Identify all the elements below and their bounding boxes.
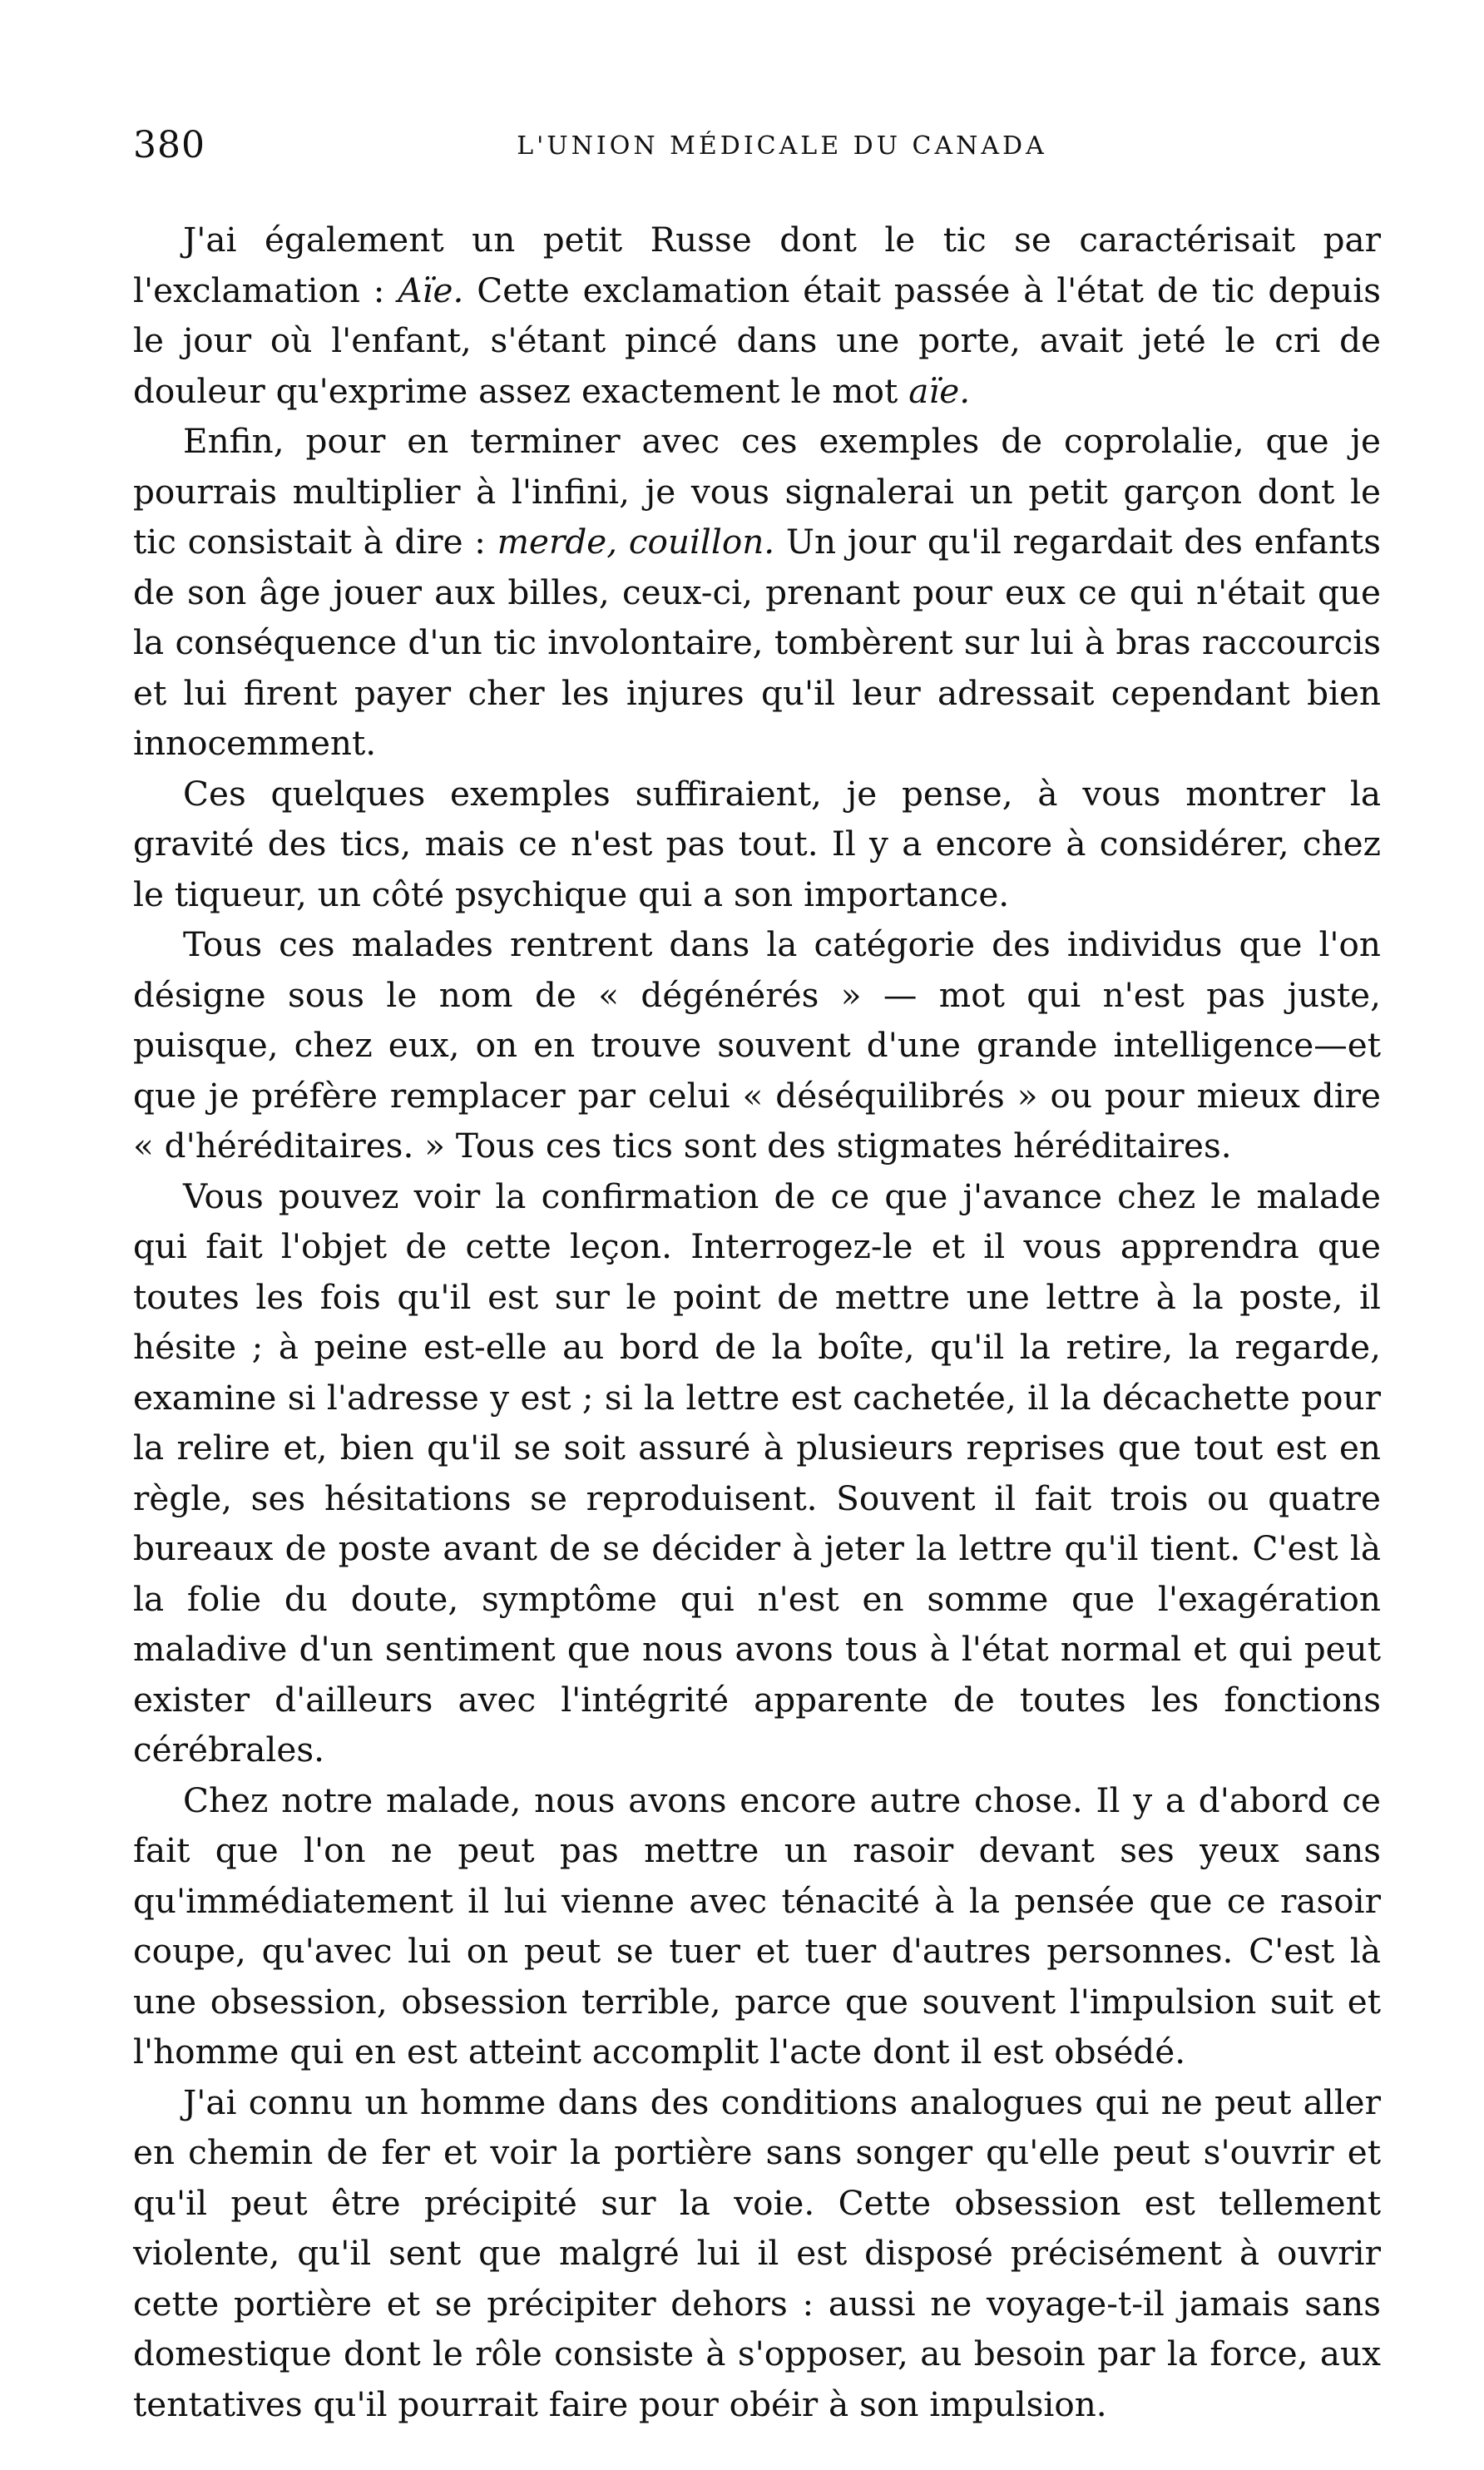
- paragraph-gravity-of-tics: Ces quelques exemples suffiraient, je pense, à vous montrer la gravité des tics, mais ce n'est pas tout. Il y a encore à considérer, chez le tiqueur, un côté psychique qui a son importance.: [133, 773, 1381, 914]
- italic-word: aïe.: [908, 370, 971, 411]
- paragraph-text: Un jour qu'il regardait des enfants de son âge jouer aux billes, ceux-ci, prenant pour eux ce qui n'était que la conséquence d'un tic involontaire, tombèrent sur lui à bras raccourcis et lui firent payer cher les injures qu'il leur adressait cependant bien innocemment.: [133, 522, 1381, 763]
- running-head: [133, 116, 1381, 183]
- paragraph-text: J'ai également un petit Russe dont le tic se caractérisait par l'exclamation :: [133, 220, 1381, 310]
- paragraph-russian-boy: [133, 215, 1381, 416]
- paragraph-text: Enfin, pour en terminer avec ces exemples de coprolalie, que je pourrais multiplier à l'infini, je vous signalerai un petit garçon dont le tic consistait à dire :: [133, 421, 1381, 562]
- paragraph-degeneres: Tous ces malades rentrent dans la catégorie des individus que l'on désigne sous le nom de « dégénérés » — mot qui n'est pas juste, puisque, chez eux, on en trouve souvent d'une grande intelligence—et que je préfère remplacer par celui « déséquilibrés » ou pour mieux dire « d'héréditaires. » Tous ces tics sont des stigmates héréditaires.: [133, 924, 1381, 1166]
- book-page: [133, 116, 1381, 2429]
- paragraph-folie-du-doute: Vous pouvez voir la confirmation de ce que j'avance chez le malade qui fait l'objet de cette leçon. Interrogez-le et il vous apprendra que toutes les fois qu'il est sur le point de mettre une lettre à la poste, il hésite ; à peine est-elle au bord de la boîte, qu'il la retire, la regarde, examine si l'adresse y est ; si la lettre est cachetée, il la décachette pour la relire et, bien qu'il se soit assuré à plusieurs reprises que tout est en règle, ses hésitations se reproduisent. Souvent il fait trois ou quatre bureaux de poste avant de se décider à jeter la lettre qu'il tient. C'est là la folie du doute, symptôme qui n'est en somme que l'exagération maladive d'un sentiment que nous avons tous à l'état normal et qui peut exister d'ailleurs avec l'intégrité apparente de toutes les fonctions cérébrales.: [133, 1176, 1381, 1770]
- paragraph-text: Cette exclamation était passée à l'état de tic depuis le jour où l'enfant, s'étant pincé dans une porte, avait jeté le cri de douleur qu'exprime assez exactement le mot: [133, 270, 1381, 411]
- page-number: 380: [133, 124, 205, 166]
- paragraph-train-obsession: J'ai connu un homme dans des conditions analogues qui ne peut aller en chemin de fer et voir la portière sans songer qu'elle peut s'ouvrir et qu'il peut être précipité sur la voie. Cette obsession est tellement violente, qu'il sent que malgré lui il est disposé précisément à ouvrir cette portière et se précipiter dehors : aussi ne voyage-t-il jamais sans domestique dont le rôle consiste à s'opposer, au besoin par la force, aux tentatives qu'il pourrait faire pour obéir à son impulsion.: [133, 2081, 1381, 2424]
- journal-title: L'UNION MÉDICALE DU CANADA: [517, 131, 1047, 161]
- italic-phrase: merde, couillon.: [497, 522, 775, 562]
- paragraph-razor-obsession: Chez notre malade, nous avons encore autre chose. Il y a d'abord ce fait que l'on ne peut pas mettre un rasoir devant ses yeux sans qu'immédiatement il lui vienne avec ténacité à la pensée que ce rasoir coupe, qu'avec lui on peut se tuer et tuer d'autres personnes. C'est là une obsession, obsession terrible, parce que souvent l'impulsion suit et l'homme qui en est atteint accomplit l'acte dont il est obsédé.: [133, 1779, 1381, 2072]
- paragraph-coprolalia: [133, 416, 1381, 769]
- article-body: [133, 215, 1381, 2429]
- italic-word: Aïe.: [398, 270, 464, 310]
